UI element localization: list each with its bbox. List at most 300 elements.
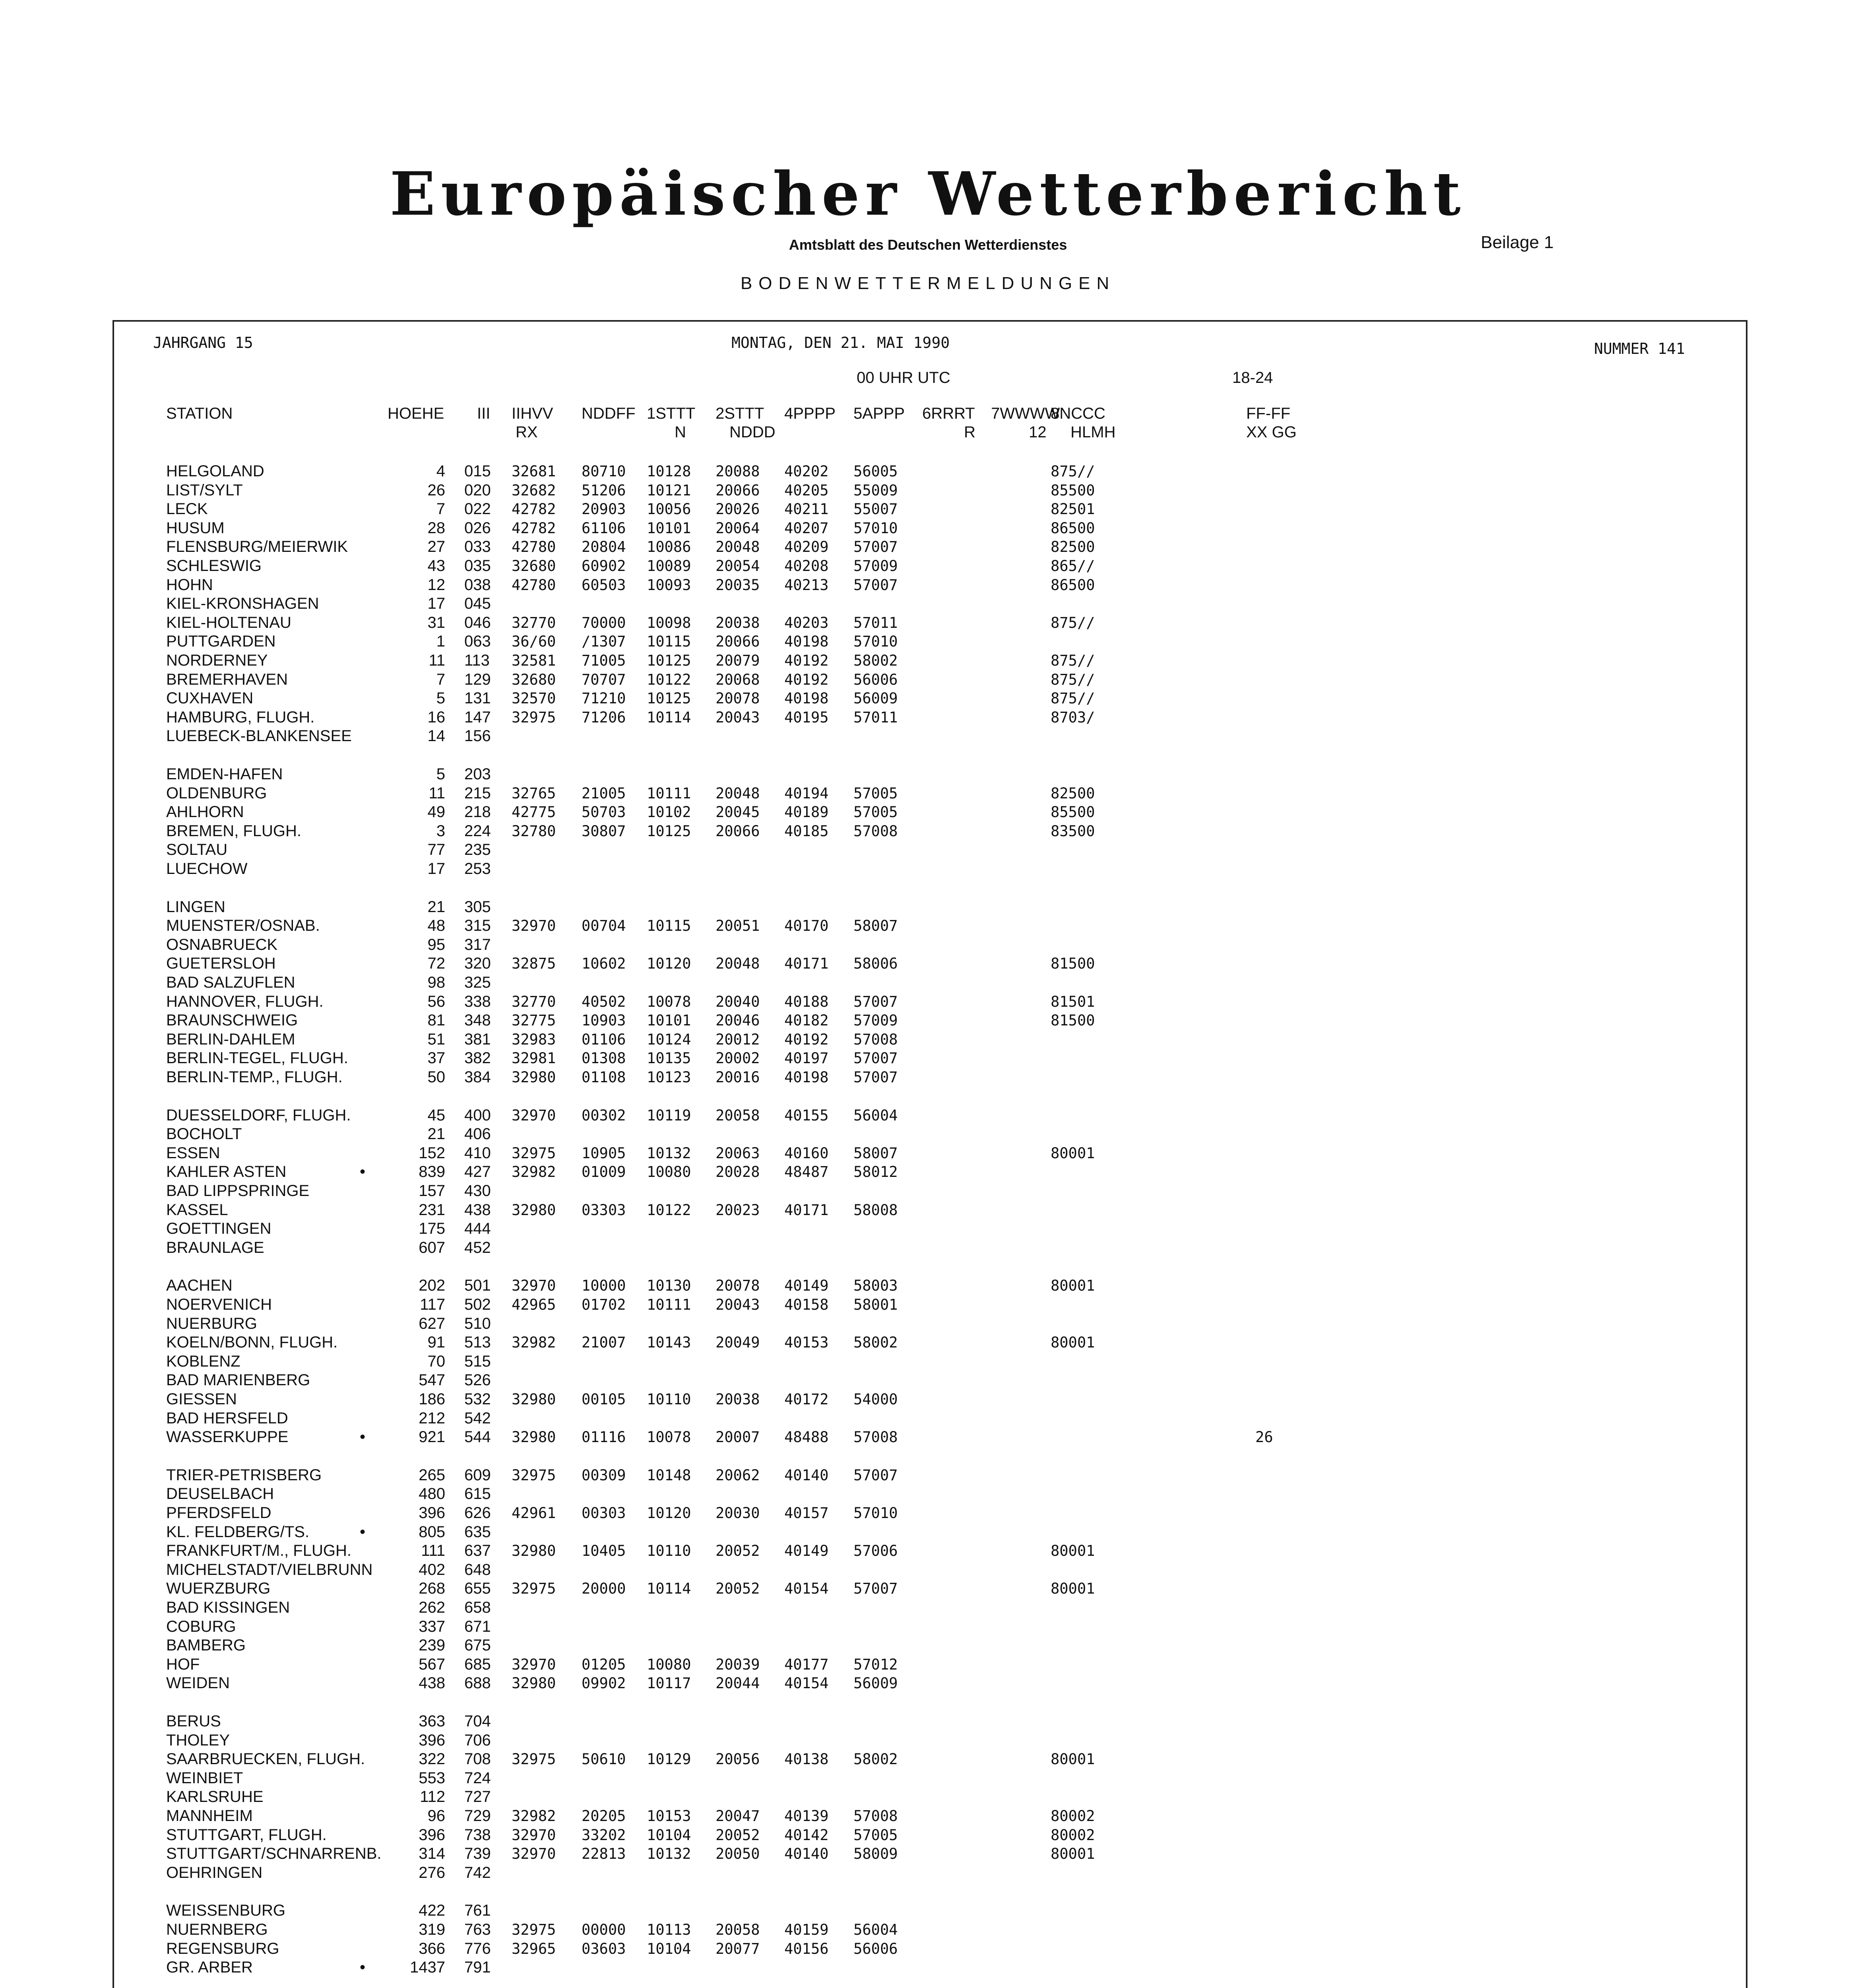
group-g2: 80710 — [582, 463, 626, 480]
table-row — [0, 500, 1856, 518]
group-g1: 32975 — [512, 1466, 556, 1484]
group-g1: 32970 — [512, 1845, 556, 1863]
col-header-g1-sub: RX — [516, 423, 538, 441]
group-g5: 40140 — [784, 1466, 829, 1484]
group-g5: 40198 — [784, 1069, 829, 1086]
group-g2: 03603 — [582, 1940, 626, 1957]
station-hoehe: 322 — [419, 1750, 445, 1768]
station-hoehe: 262 — [419, 1599, 445, 1616]
group-g9: 80001 — [1051, 1144, 1095, 1162]
table-row — [0, 1674, 1856, 1693]
station-index: 706 — [464, 1731, 491, 1749]
group-g3: 10119 — [647, 1107, 691, 1124]
station-hoehe: 567 — [419, 1655, 445, 1673]
group-g5: 40153 — [784, 1334, 829, 1351]
table-row — [0, 481, 1856, 500]
group-g2: 20804 — [582, 538, 626, 556]
station-hoehe: 805 — [419, 1523, 445, 1541]
col-header-g7: 6RRRT — [922, 405, 975, 422]
station-hoehe: 21 — [427, 1125, 445, 1143]
group-g2: 70707 — [582, 671, 626, 688]
group-g1: 32682 — [512, 481, 556, 499]
table-row — [0, 841, 1856, 859]
group-g3: 10117 — [647, 1675, 691, 1692]
station-index: 129 — [464, 670, 491, 688]
group-g9: 80001 — [1051, 1845, 1095, 1863]
group-g1: 32980 — [512, 1675, 556, 1692]
group-g5: 40160 — [784, 1144, 829, 1162]
station-hoehe: 56 — [427, 992, 445, 1010]
table-row — [0, 613, 1856, 632]
group-g2: 50610 — [582, 1751, 626, 1768]
group-g2: 60503 — [582, 576, 626, 594]
group-g4: 20052 — [716, 1542, 760, 1560]
mountain-station-marker: • — [360, 1523, 366, 1541]
station-index: 609 — [464, 1466, 491, 1484]
station-index: 382 — [464, 1049, 491, 1067]
station-hoehe: 70 — [427, 1352, 445, 1370]
table-row — [0, 916, 1856, 935]
station-name: SOLTAU — [166, 841, 228, 859]
group-g1: 32780 — [512, 822, 556, 840]
station-index: 315 — [464, 917, 491, 935]
group-g2: 71210 — [582, 690, 626, 707]
col-header-g8-sub: 12 — [1029, 423, 1047, 441]
group-g1: 42780 — [512, 576, 556, 594]
station-name: KAHLER ASTEN — [166, 1163, 287, 1181]
group-g4: 20052 — [716, 1580, 760, 1598]
group-g4: 20044 — [716, 1675, 760, 1692]
group-g4: 20062 — [716, 1466, 760, 1484]
group-g5: 40138 — [784, 1751, 829, 1768]
table-row — [0, 708, 1856, 727]
station-name: HAMBURG, FLUGH. — [166, 708, 315, 726]
table-row — [0, 1239, 1856, 1257]
group-g5: 40172 — [784, 1391, 829, 1408]
table-row — [0, 860, 1856, 878]
station-name: LECK — [166, 500, 208, 518]
beilage-label: Beilage 1 — [1481, 233, 1554, 252]
group-g1: 42961 — [512, 1505, 556, 1522]
table-row — [0, 1182, 1856, 1200]
station-index: 038 — [464, 576, 491, 594]
station-hoehe: 396 — [419, 1826, 445, 1844]
group-g3: 10143 — [647, 1334, 691, 1351]
group-g5: 40198 — [784, 690, 829, 707]
table-row — [0, 1958, 1856, 1977]
station-hoehe: 422 — [419, 1902, 445, 1920]
station-hoehe: 111 — [421, 1542, 445, 1560]
group-g6: 57005 — [853, 1826, 898, 1844]
station-hoehe: 480 — [419, 1485, 445, 1503]
group-g3: 10113 — [647, 1921, 691, 1938]
group-g4: 20016 — [716, 1069, 760, 1086]
group-g9: 80001 — [1051, 1580, 1095, 1598]
station-name: NORDERNEY — [166, 652, 268, 669]
station-name: NOERVENICH — [166, 1296, 272, 1313]
group-g2: 10903 — [582, 1012, 626, 1029]
group-g4: 20023 — [716, 1201, 760, 1219]
station-index: 020 — [464, 481, 491, 499]
table-row — [0, 557, 1856, 575]
station-hoehe: 17 — [427, 860, 445, 878]
station-name: REGENSBURG — [166, 1939, 279, 1957]
group-g4: 20028 — [716, 1163, 760, 1181]
station-name: KASSEL — [166, 1201, 228, 1219]
group-g6: 57009 — [853, 1012, 898, 1029]
table-row — [0, 1295, 1856, 1314]
group-g3: 10123 — [647, 1069, 691, 1086]
group-g4: 20058 — [716, 1107, 760, 1124]
page-subtitle: Amtsblatt des Deutschen Wetterdienstes — [789, 237, 1067, 253]
station-name: LINGEN — [166, 898, 225, 916]
station-index: 729 — [464, 1807, 491, 1825]
group-g9: 86500 — [1051, 519, 1095, 537]
group-g5: 40177 — [784, 1656, 829, 1673]
station-hoehe: 81 — [427, 1011, 445, 1029]
group-g3: 10114 — [647, 709, 691, 726]
group-g5: 40197 — [784, 1050, 829, 1067]
group-g9: 83500 — [1051, 822, 1095, 840]
station-index: 637 — [464, 1542, 491, 1560]
station-hoehe: 231 — [419, 1201, 445, 1219]
station-name: GIESSEN — [166, 1390, 237, 1408]
group-g4: 20056 — [716, 1751, 760, 1768]
group-g4: 20054 — [716, 557, 760, 575]
table-row — [0, 1504, 1856, 1522]
group-g10: 26 — [1255, 1429, 1273, 1446]
col-header-g3: 1STTT — [647, 405, 696, 422]
col-header-g6: 5APPP — [853, 405, 905, 422]
table-row — [0, 1579, 1856, 1598]
group-g3: 10128 — [647, 463, 691, 480]
group-g6: 55007 — [853, 501, 898, 518]
group-g3: 10130 — [647, 1277, 691, 1295]
station-name: LUECHOW — [166, 860, 248, 878]
group-g5: 40198 — [784, 633, 829, 650]
group-g6: 57007 — [853, 1466, 898, 1484]
group-g3: 10104 — [647, 1826, 691, 1844]
group-g4: 20079 — [716, 652, 760, 669]
station-index: 317 — [464, 936, 491, 953]
group-g1: 32980 — [512, 1201, 556, 1219]
group-g2: 09902 — [582, 1675, 626, 1692]
group-g9: 81500 — [1051, 955, 1095, 973]
station-index: 776 — [464, 1939, 491, 1957]
station-name: OEHRINGEN — [166, 1864, 263, 1881]
group-g4: 20066 — [716, 633, 760, 650]
station-index: 015 — [464, 462, 491, 480]
table-row — [0, 1712, 1856, 1731]
station-index: 113 — [464, 652, 490, 669]
station-index: 320 — [464, 955, 491, 973]
station-hoehe: 14 — [427, 727, 445, 745]
station-index: 685 — [464, 1655, 491, 1673]
station-name: PFERDSFELD — [166, 1504, 272, 1522]
group-g6: 58002 — [853, 1751, 898, 1768]
table-row — [0, 1807, 1856, 1825]
group-g3: 10120 — [647, 955, 691, 973]
station-index: 253 — [464, 860, 491, 878]
group-g6: 57007 — [853, 1050, 898, 1067]
group-g4: 20048 — [716, 784, 760, 802]
station-index: 544 — [464, 1428, 491, 1446]
group-g1: 32980 — [512, 1429, 556, 1446]
table-row — [0, 765, 1856, 784]
table-row — [0, 1788, 1856, 1806]
table-row — [0, 803, 1856, 821]
table-row — [0, 1390, 1856, 1409]
group-g2: 20205 — [582, 1807, 626, 1825]
station-hoehe: 607 — [419, 1239, 445, 1256]
group-g2: 20000 — [582, 1580, 626, 1598]
table-row — [0, 1939, 1856, 1958]
station-name: BREMERHAVEN — [166, 670, 288, 688]
table-row — [0, 992, 1856, 1011]
group-g5: 40170 — [784, 917, 829, 935]
mountain-station-marker: • — [360, 1428, 366, 1446]
group-g2: 33202 — [582, 1826, 626, 1844]
group-g3: 10110 — [647, 1391, 691, 1408]
col-header-station: STATION — [166, 405, 233, 422]
group-g2: 01116 — [582, 1429, 626, 1446]
group-g4: 20035 — [716, 576, 760, 594]
station-name: NUERNBERG — [166, 1921, 268, 1938]
group-g5: 40202 — [784, 463, 829, 480]
group-g6: 55009 — [853, 481, 898, 499]
table-row — [0, 1541, 1856, 1560]
group-g6: 58008 — [853, 1201, 898, 1219]
table-row — [0, 1352, 1856, 1371]
table-row — [0, 954, 1856, 973]
group-g2: 10000 — [582, 1277, 626, 1295]
group-g3: 10089 — [647, 557, 691, 575]
station-index: 658 — [464, 1599, 491, 1616]
group-g4: 20066 — [716, 822, 760, 840]
station-name: PUTTGARDEN — [166, 633, 276, 650]
station-index: 131 — [464, 689, 491, 707]
group-g4: 20048 — [716, 955, 760, 973]
station-name: STUTTGART/SCHNARRENB. — [166, 1845, 382, 1863]
group-g6: 57011 — [853, 614, 898, 631]
group-g5: 40171 — [784, 955, 829, 973]
group-g3: 10125 — [647, 652, 691, 669]
station-hoehe: 157 — [419, 1182, 445, 1200]
group-g3: 10102 — [647, 804, 691, 821]
station-index: 406 — [464, 1125, 491, 1143]
group-g6: 58003 — [853, 1277, 898, 1295]
period-label: 18-24 — [1232, 369, 1273, 386]
station-hoehe: 319 — [419, 1921, 445, 1938]
group-g9: 82500 — [1051, 538, 1095, 556]
station-hoehe: 627 — [419, 1314, 445, 1332]
group-g2: 00105 — [582, 1391, 626, 1408]
station-hoehe: 314 — [419, 1845, 445, 1863]
col-header-g3-sub: N — [675, 423, 686, 441]
group-g5: 40209 — [784, 538, 829, 556]
station-hoehe: 921 — [419, 1428, 445, 1446]
station-hoehe: 11 — [429, 652, 445, 669]
col-header-g7-sub: R — [964, 423, 976, 441]
group-g6: 56009 — [853, 1675, 898, 1692]
group-g9: 8703/ — [1051, 709, 1095, 726]
station-name: LIST/SYLT — [166, 481, 243, 499]
group-g6: 57009 — [853, 557, 898, 575]
group-g5: 40211 — [784, 501, 829, 518]
station-hoehe: 49 — [427, 803, 445, 821]
group-g5: 40149 — [784, 1277, 829, 1295]
station-hoehe: 48 — [427, 917, 445, 935]
station-index: 615 — [464, 1485, 491, 1503]
station-index: 739 — [464, 1845, 491, 1863]
station-index: 045 — [464, 595, 491, 613]
col-header-g9-sub: HLMH — [1071, 423, 1116, 441]
station-hoehe: 152 — [419, 1144, 445, 1162]
station-hoehe: 96 — [427, 1807, 445, 1825]
group-g4: 20038 — [716, 1391, 760, 1408]
station-name: BERLIN-TEGEL, FLUGH. — [166, 1049, 348, 1067]
group-g3: 10132 — [647, 1144, 691, 1162]
group-g1: 32982 — [512, 1807, 556, 1825]
group-g3: 10124 — [647, 1031, 691, 1048]
table-row — [0, 462, 1856, 481]
group-g1: 32775 — [512, 1012, 556, 1029]
group-g1: 32770 — [512, 614, 556, 631]
table-row — [0, 936, 1856, 954]
station-hoehe: 7 — [436, 670, 445, 688]
station-index: 022 — [464, 500, 491, 518]
group-g2: 10602 — [582, 955, 626, 973]
group-g5: 40188 — [784, 993, 829, 1010]
table-row — [0, 689, 1856, 708]
group-g4: 20043 — [716, 709, 760, 726]
group-g3: 10110 — [647, 1542, 691, 1560]
station-hoehe: 50 — [427, 1068, 445, 1086]
group-g1: 32770 — [512, 993, 556, 1010]
group-g4: 20064 — [716, 519, 760, 537]
group-g2: 50703 — [582, 804, 626, 821]
group-g6: 57008 — [853, 1807, 898, 1825]
station-hoehe: 1437 — [410, 1959, 445, 1976]
group-g3: 10101 — [647, 1012, 691, 1029]
station-hoehe: 5 — [436, 689, 445, 707]
group-g1: 32982 — [512, 1334, 556, 1351]
table-row — [0, 1901, 1856, 1920]
group-g2: 00704 — [582, 917, 626, 935]
station-index: 675 — [464, 1637, 491, 1654]
group-g4: 20063 — [716, 1144, 760, 1162]
station-hoehe: 77 — [427, 841, 445, 859]
group-g4: 20026 — [716, 501, 760, 518]
station-index: 235 — [464, 841, 491, 859]
station-index: 635 — [464, 1523, 491, 1541]
station-index: 791 — [464, 1959, 491, 1976]
station-name: BAMBERG — [166, 1637, 246, 1654]
table-row — [0, 632, 1856, 651]
group-g9: 81500 — [1051, 1012, 1095, 1029]
group-g6: 58007 — [853, 917, 898, 935]
station-hoehe: 98 — [427, 974, 445, 991]
station-name: WASSERKUPPE — [166, 1428, 289, 1446]
table-row — [0, 1049, 1856, 1068]
jahrgang-label: JAHRGANG 15 — [153, 334, 253, 351]
group-g1: 32875 — [512, 955, 556, 973]
station-index: 501 — [464, 1277, 491, 1295]
group-g1: 32680 — [512, 671, 556, 688]
table-row — [0, 1371, 1856, 1390]
group-g5: 40140 — [784, 1845, 829, 1863]
station-index: 742 — [464, 1864, 491, 1881]
group-g9: 80001 — [1051, 1277, 1095, 1295]
station-hoehe: 268 — [419, 1580, 445, 1598]
station-index: 510 — [464, 1314, 491, 1332]
station-hoehe: 16 — [427, 708, 445, 726]
station-name: BAD KISSINGEN — [166, 1599, 290, 1616]
station-index: 515 — [464, 1352, 491, 1370]
group-g5: 40189 — [784, 804, 829, 821]
table-row — [0, 1466, 1856, 1485]
group-g3: 10104 — [647, 1940, 691, 1957]
group-g2: 01108 — [582, 1069, 626, 1086]
station-name: BERLIN-TEMP., FLUGH. — [166, 1068, 343, 1086]
group-g6: 58002 — [853, 1334, 898, 1351]
station-hoehe: 37 — [427, 1049, 445, 1067]
station-index: 410 — [464, 1144, 491, 1162]
group-g5: 40159 — [784, 1921, 829, 1938]
group-g6: 54000 — [853, 1391, 898, 1408]
group-g1: 32965 — [512, 1940, 556, 1957]
group-g3: 10125 — [647, 690, 691, 707]
station-hoehe: 396 — [419, 1731, 445, 1749]
mountain-station-marker: • — [360, 1163, 366, 1181]
group-g4: 20045 — [716, 804, 760, 821]
group-g2: 01205 — [582, 1656, 626, 1673]
station-name: WEISSENBURG — [166, 1902, 286, 1920]
station-index: 708 — [464, 1750, 491, 1768]
group-g9: 80002 — [1051, 1807, 1095, 1825]
station-hoehe: 212 — [419, 1409, 445, 1427]
group-g1: 32680 — [512, 557, 556, 575]
group-g1: 32980 — [512, 1391, 556, 1408]
station-name: FRANKFURT/M., FLUGH. — [166, 1542, 351, 1560]
station-index: 338 — [464, 992, 491, 1010]
group-g5: 40192 — [784, 652, 829, 669]
station-index: 502 — [464, 1296, 491, 1313]
station-index: 156 — [464, 727, 491, 745]
group-g6: 57010 — [853, 633, 898, 650]
station-index: 671 — [464, 1617, 491, 1635]
table-row — [0, 822, 1856, 841]
group-g4: 20049 — [716, 1334, 760, 1351]
station-name: KL. FELDBERG/TS. — [166, 1523, 310, 1541]
section-title: BODENWETTERMELDUNGEN — [740, 274, 1116, 293]
group-g2: 61106 — [582, 519, 626, 537]
group-g2: 01009 — [582, 1163, 626, 1181]
station-index: 348 — [464, 1011, 491, 1029]
station-index: 147 — [464, 708, 491, 726]
mountain-station-marker: • — [360, 1959, 366, 1976]
group-g3: 10098 — [647, 614, 691, 631]
col-header-iii: III — [477, 405, 491, 422]
station-hoehe: 91 — [427, 1334, 445, 1351]
group-g1: 42782 — [512, 519, 556, 537]
table-row — [0, 538, 1856, 556]
group-g6: 57005 — [853, 804, 898, 821]
table-row — [0, 1219, 1856, 1238]
table-row — [0, 651, 1856, 670]
station-name: WEIDEN — [166, 1674, 230, 1692]
table-row — [0, 1333, 1856, 1352]
